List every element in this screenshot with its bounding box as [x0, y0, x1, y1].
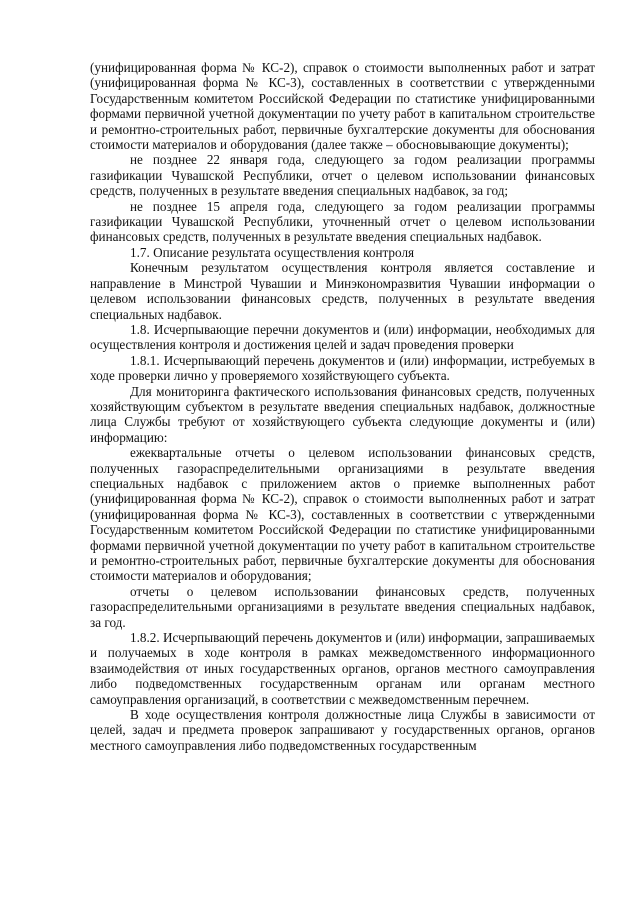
paragraph-forms-continuation: (унифицированная форма № КС-2), справок о стоимости выполненных работ и затрат (унифицированная форма № КС-3), составленных в соответствии с утвержденными Государственным комитетом Российской Федерации по статистике унифицированными формами первичной учетной документации по учету работ в капитальном строительстве и ремонтно-строительных работ, первичные бухгалтерские документы для обоснования стоимости материалов и оборудования (далее также – обосновывающие документы); [90, 60, 595, 153]
paragraph-requests: В ходе осуществления контроля должностные лица Службы в зависимости от целей, задач и предмета проверок запрашивают у государственных органов, органов местного самоуправления либо подведомственных государственным [90, 707, 595, 753]
section-heading-1-8: 1.8. Исчерпывающие перечни документов и (или) информации, необходимых для осуществления контроля и достижения целей и задач проведения проверки [90, 321, 595, 353]
paragraph-1-8-2: 1.8.2. Исчерпывающий перечень документов и (или) информации, запрашиваемых и получаемых в ходе контроля в рамках межведомственного информационного взаимодействия от иных государственных органов, органов местного самоуправления либо подведомственных государственным органам или органам местного самоуправления организаций, в соответствии с межведомственным перечнем. [90, 630, 596, 707]
paragraph-deadline-april: не позднее 15 апреля года, следующего за годом реализации программы газификации Чувашской Республики, уточненный отчет о целевом использовании финансовых средств, полученных в результате введения специальных надбавок. [90, 198, 595, 245]
paragraph-1-8-1: 1.8.1. Исчерпывающий перечень документов и (или) информации, истребуемых в ходе проверки лично у проверяемого хозяйствующего субъекта. [90, 352, 595, 384]
paragraph-quarterly-reports: ежеквартальные отчеты о целевом использовании финансовых средств, полученных газораспределительными организациями в результате введения специальных надбавок с приложением актов о приемке выполненных работ (унифицированная форма № КС-2), справок о стоимости выполненных работ и затрат (унифицированная форма № КС-3), составленных в соответствии с утвержденными Государственным комитетом Российской Федерации по статистике унифицированными формами первичной учетной документации по учету работ в капитальном строительстве и ремонтно-строительных работ, первичные бухгалтерские документы для обоснования стоимости материалов и оборудования; [90, 445, 595, 584]
paragraph-monitoring: Для мониторинга фактического использования финансовых средств, полученных хозяйствующим субъектом в результате введения специальных надбавок, должностные лица Службы требуют от хозяйствующего субъекта следующие документы и (или) информацию: [90, 383, 595, 445]
paragraph-control-result: Конечным результатом осуществления контроля является составление и направление в Минстрой Чувашии и Минэкономразвития Чувашии информации о целевом использовании финансовых средств, полученных в результате введения специальных надбавок. [90, 260, 595, 322]
paragraph-annual-reports: отчеты о целевом использовании финансовых средств, полученных газораспределительными организациями в результате введения специальных надбавок, за год. [90, 583, 595, 630]
section-heading-1-7: 1.7. Описание результата осуществления контроля [130, 244, 415, 260]
document-body [90, 60, 595, 753]
paragraph-deadline-january: не позднее 22 января года, следующего за годом реализации программы газификации Чувашской Республики, отчет о целевом использовании финансовых средств, полученных в результате введения специальных надбавок, за год; [90, 152, 595, 199]
